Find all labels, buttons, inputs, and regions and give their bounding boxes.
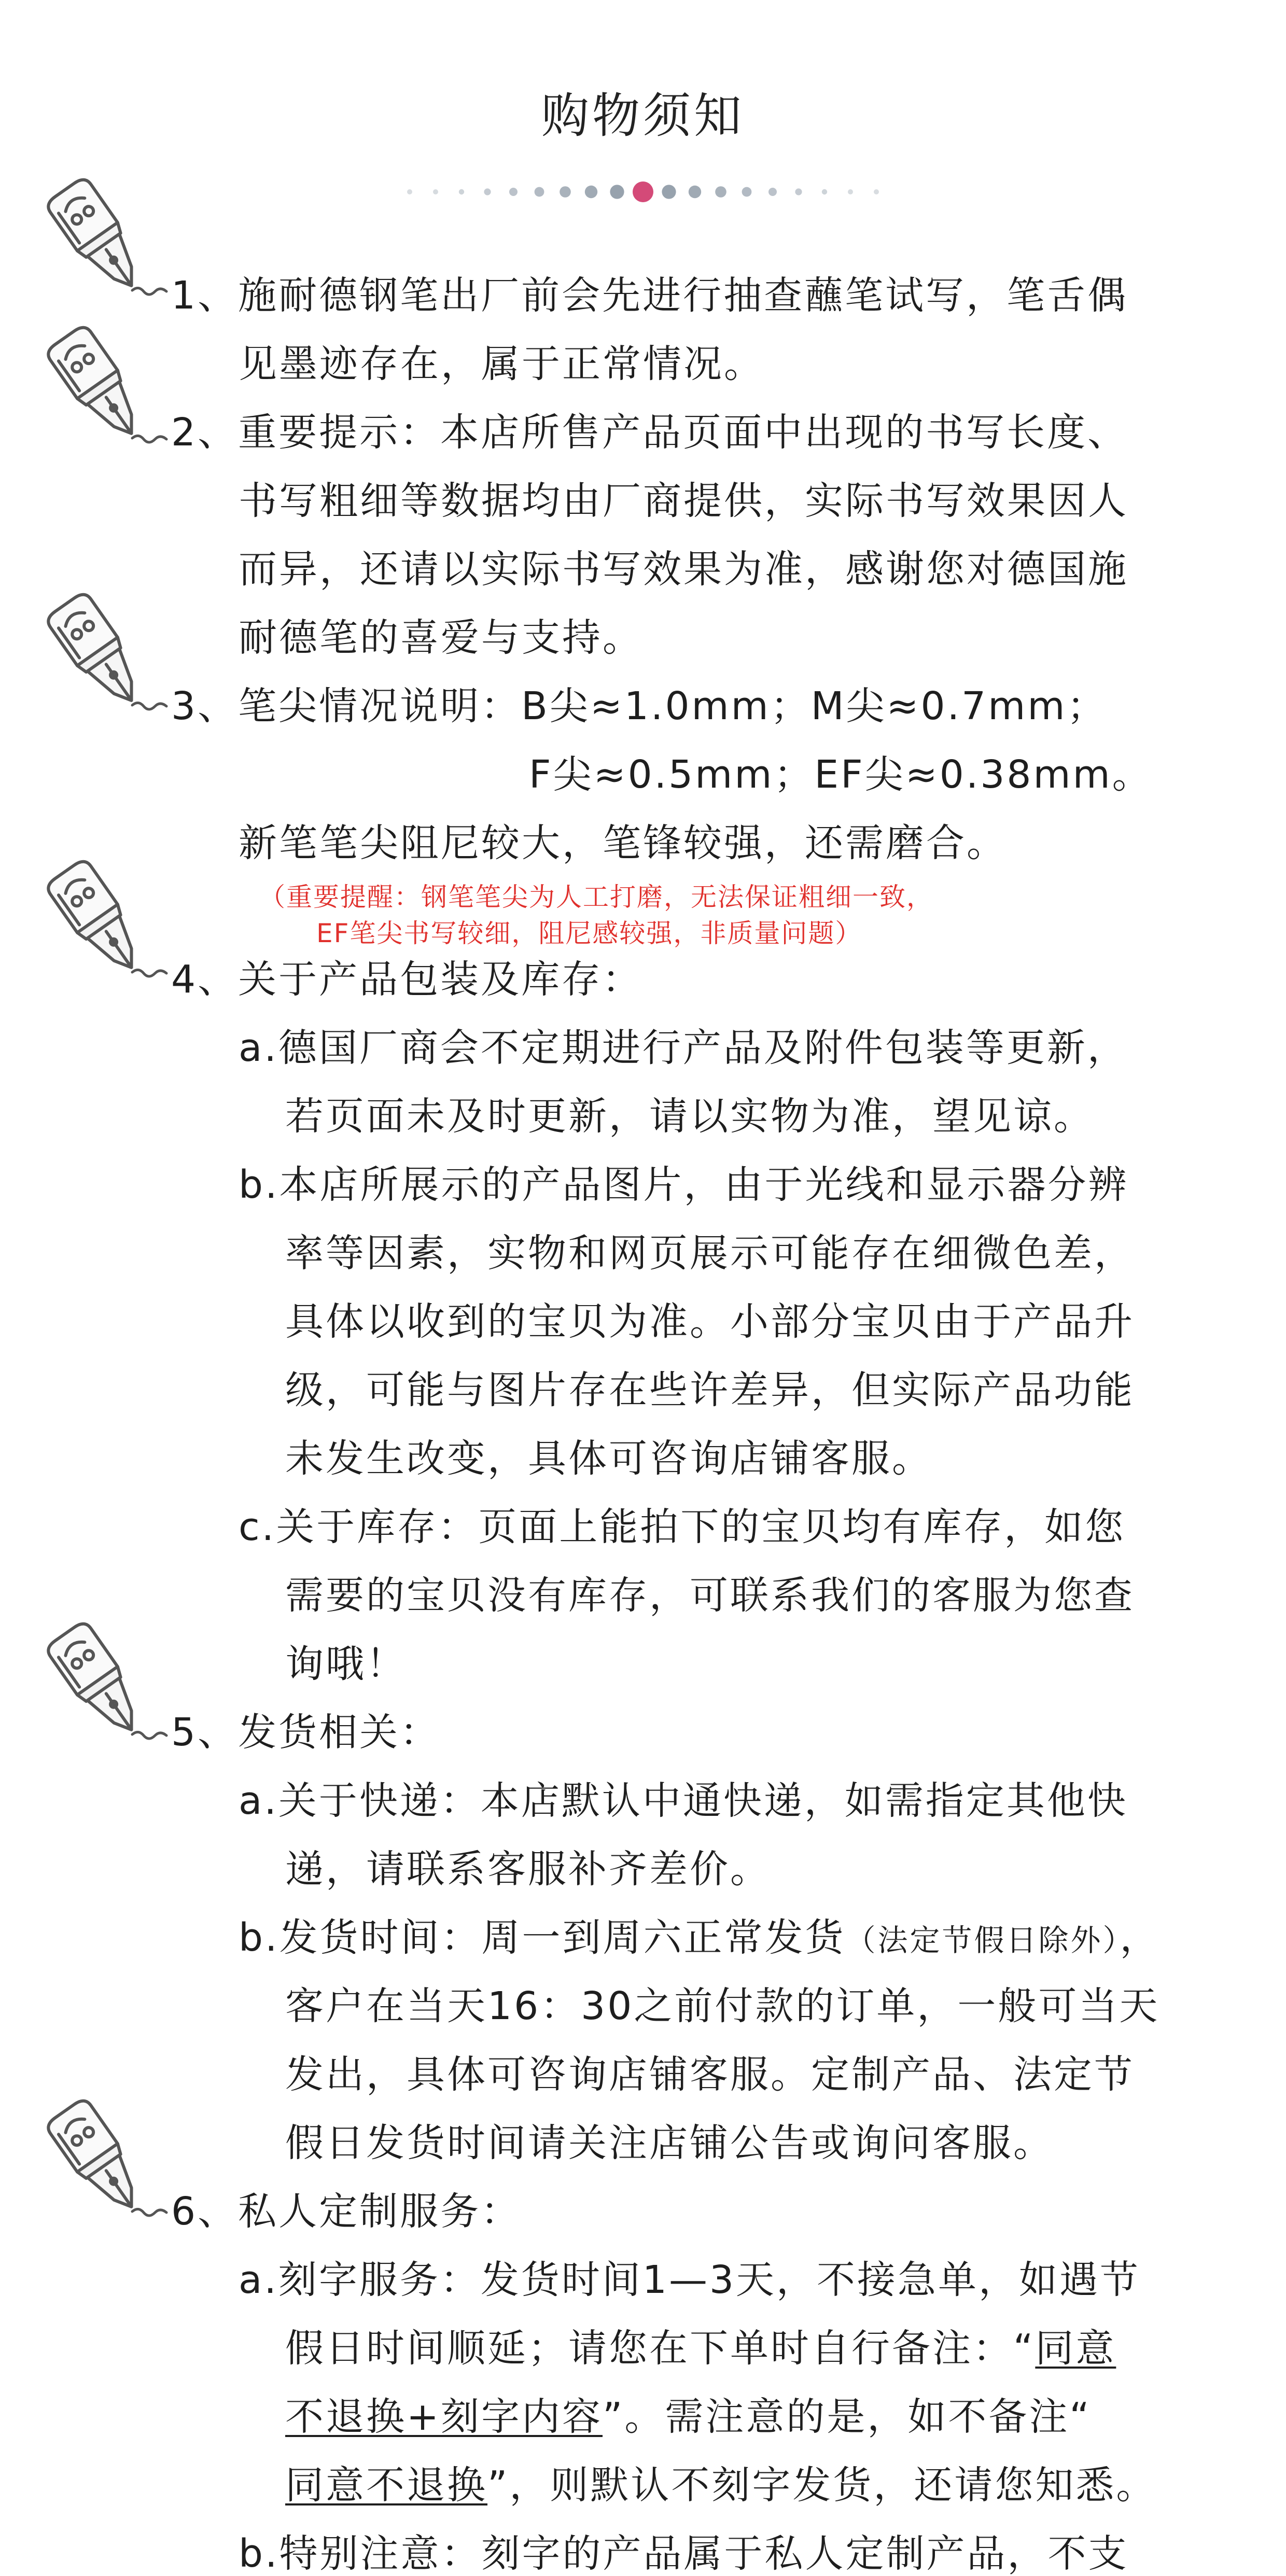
section-5-heading: 5、发货相关：	[171, 1710, 441, 1755]
section-6a-line-3	[285, 2395, 1092, 2439]
section-4b-line-1: b.本店所展示的产品图片，由于光线和显示器分辨	[239, 1163, 1129, 1207]
section-3-note-line-1: （重要提醒：钢笔笔尖为人工打磨，无法保证粗细一致，	[259, 882, 933, 912]
section-1-line-2: 见墨迹存在，属于正常情况。	[239, 342, 764, 386]
holiday-exception-note: （法定节假日除外）	[845, 1923, 1120, 1958]
divider-dot	[585, 186, 597, 198]
section-4-heading: 4、关于产品包装及库存：	[171, 957, 643, 1002]
pen-nib-icon	[36, 2095, 181, 2240]
pen-nib-icon	[36, 856, 181, 1001]
section-6-heading: 6、私人定制服务：	[171, 2189, 522, 2234]
section-4c-line-2: 需要的宝贝没有库存，可联系我们的客服为您查	[285, 1573, 1135, 1618]
underlined-no-return-engraving: 不退换+刻字内容	[285, 2395, 603, 2439]
section-4b-line-4: 级，可能与图片存在些许差异，但实际产品功能	[285, 1368, 1135, 1412]
section-4a-line-1: a.德国厂商会不定期进行产品及附件包装等更新，	[239, 1026, 1128, 1070]
section-4b-line-3: 具体以收到的宝贝为准。小部分宝贝由于产品升	[285, 1299, 1135, 1344]
divider-dot	[407, 189, 412, 194]
divider-dot	[484, 188, 491, 195]
divider-dot	[715, 186, 726, 198]
section-6a-line-2	[285, 2326, 1116, 2371]
divider-dot	[610, 185, 624, 199]
pen-nib-icon	[36, 321, 181, 467]
section-4c-line-3: 询哦！	[285, 1642, 407, 1686]
pen-nib-icon	[36, 1618, 181, 1763]
section-5b-line-1-end: ，	[1120, 1915, 1161, 1960]
divider-dot	[509, 188, 518, 196]
section-2-line-1: 2、重要提示：本店所售产品页面中出现的书写长度、	[171, 410, 1128, 455]
divider-dot	[459, 189, 464, 194]
pen-nib-icon	[36, 174, 181, 319]
section-4b-line-5: 未发生改变，具体可咨询店铺客服。	[285, 1436, 932, 1481]
title-divider-dots	[0, 176, 1286, 207]
divider-dot	[560, 186, 571, 198]
section-2-line-3: 而异，还请以实际书写效果为准，感谢您对德国施	[239, 547, 1128, 592]
pen-nib-icon	[36, 589, 181, 734]
underlined-agree-no-return: 同意不退换	[285, 2463, 487, 2508]
divider-dot	[848, 189, 853, 194]
divider-dot	[822, 189, 827, 194]
divider-dot	[742, 187, 752, 197]
section-5b-line-4: 假日发货时间请关注店铺公告或询问客服。	[285, 2121, 1054, 2165]
section-6a-line-3-text: ”。需注意的是，如不备注“	[603, 2395, 1092, 2439]
section-2-line-4: 耐德笔的喜爱与支持。	[239, 615, 643, 660]
section-6a-line-1: a.刻字服务：发货时间1—3天，不接急单，如遇节	[239, 2258, 1141, 2302]
section-3-line-3: 新笔笔尖阻尼较大，笔锋较强，还需磨合。	[239, 821, 1007, 865]
section-6a-line-4	[285, 2463, 1157, 2508]
underlined-agree: 同意	[1035, 2326, 1116, 2371]
page-title: 购物须知	[541, 88, 745, 144]
divider-dot	[689, 186, 701, 198]
section-3-note-line-2: EF笔尖书写较细，阻尼感较强，非质量问题）	[316, 918, 862, 948]
section-4b-line-2: 率等因素，实物和网页展示可能存在细微色差，	[285, 1231, 1135, 1276]
section-5b-line-3: 发出，具体可咨询店铺客服。定制产品、法定节	[285, 2052, 1135, 2097]
divider-dot	[662, 185, 676, 199]
section-5b-line-2: 客户在当天16：30之前付款的订单，一般可当天	[285, 1984, 1160, 2028]
section-3-line-1: 3、笔尖情况说明：B尖≈1.0mm；M尖≈0.7mm；	[171, 684, 1108, 729]
section-5a-line-2: 递，请联系客服补齐差价。	[285, 1847, 771, 1892]
section-1-line-1: 1、施耐德钢笔出厂前会先进行抽查蘸笔试写，笔舌偶	[171, 273, 1128, 318]
section-5b-line-1-main: b.发货时间：周一到周六正常发货	[239, 1915, 846, 1960]
divider-dot	[795, 188, 802, 195]
divider-center-dot	[633, 181, 653, 202]
section-4a-line-2: 若页面未及时更新，请以实物为准，望见谅。	[285, 1094, 1094, 1139]
section-3-line-2: F尖≈0.5mm；EF尖≈0.38mm。	[529, 752, 1153, 797]
section-6b-line-1: b.特别注意：刻字的产品属于私人定制产品，不支	[239, 2531, 1129, 2576]
section-6a-line-2-text: 假日时间顺延；请您在下单时自行备注：“	[285, 2326, 1036, 2371]
section-4c-line-1: c.关于库存：页面上能拍下的宝贝均有库存，如您	[239, 1505, 1126, 1549]
divider-dot	[768, 188, 777, 196]
section-5a-line-1: a.关于快递：本店默认中通快递，如需指定其他快	[239, 1779, 1128, 1823]
divider-dot	[874, 189, 879, 194]
section-2-line-2: 书写粗细等数据均由厂商提供，实际书写效果因人	[239, 479, 1128, 523]
divider-dot	[433, 189, 438, 194]
divider-dot	[535, 187, 544, 197]
section-5b-line-1	[239, 1915, 1161, 1960]
section-6a-line-4-text: ”，则默认不刻字发货，还请您知悉。	[487, 2463, 1157, 2508]
